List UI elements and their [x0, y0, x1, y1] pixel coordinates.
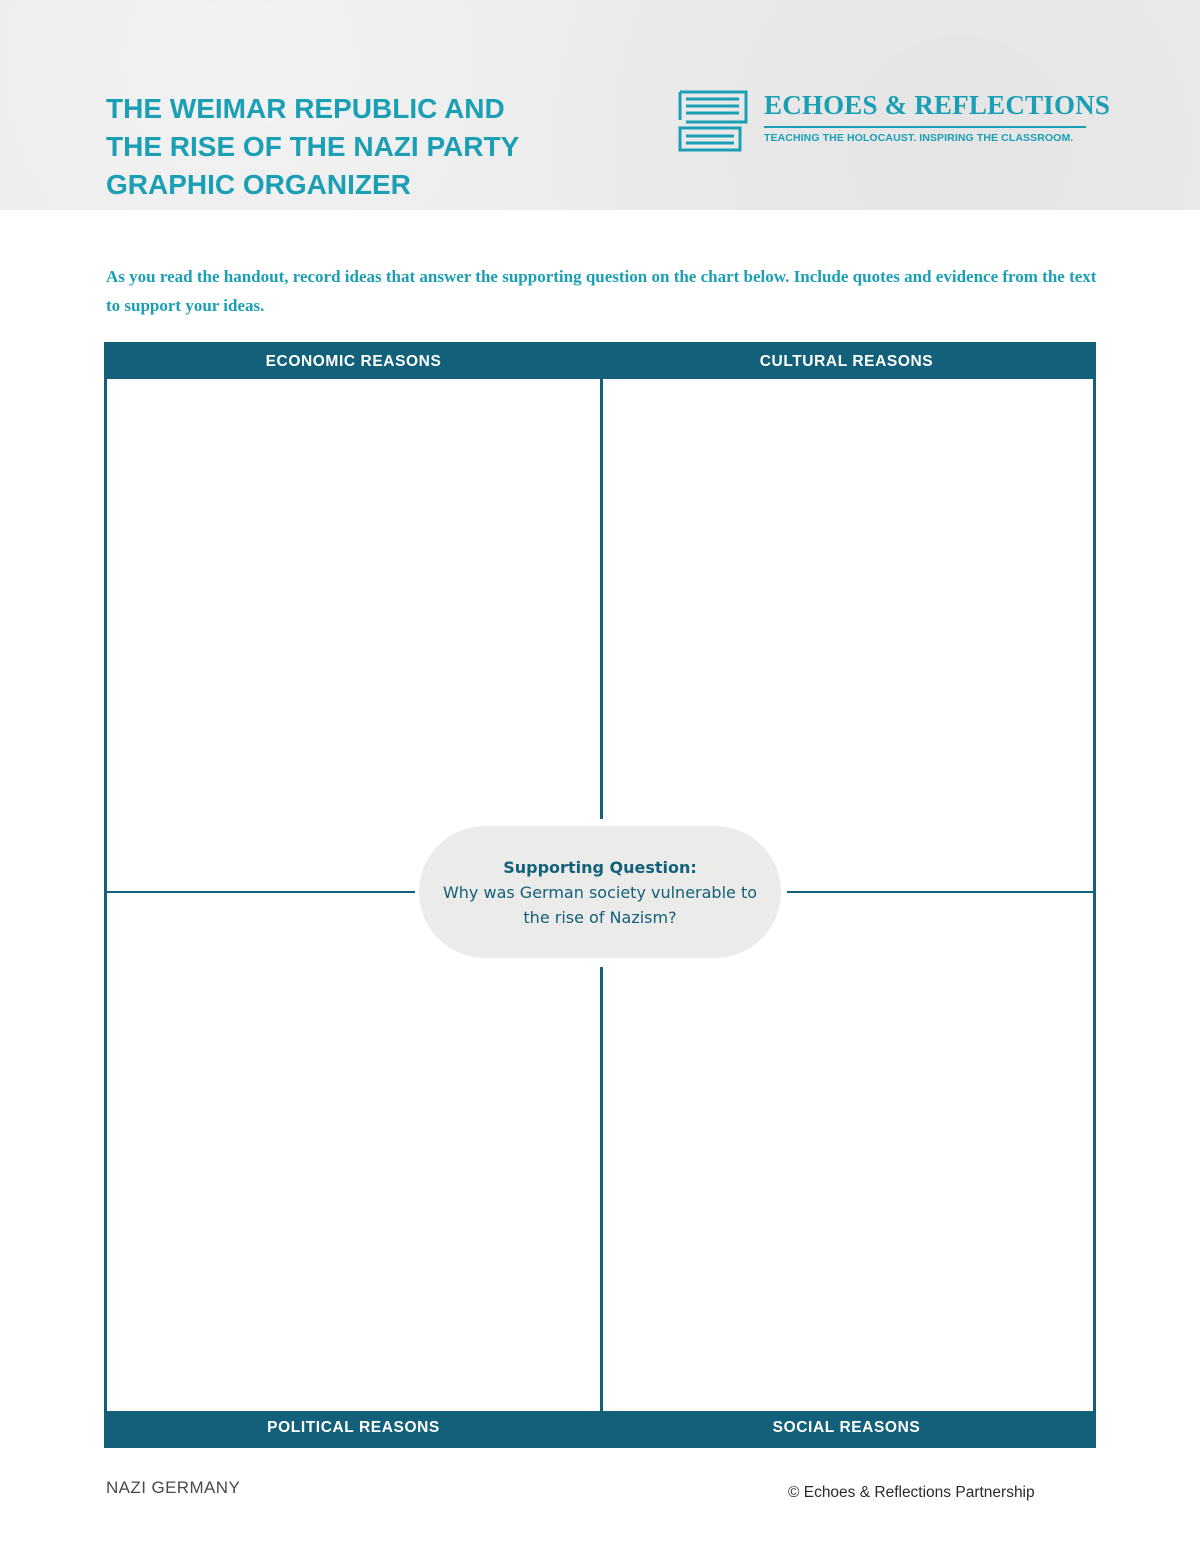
header-band [0, 0, 1200, 210]
title-line-3: GRAPHIC ORGANIZER [106, 169, 411, 200]
bottom-header-band [107, 1411, 1093, 1445]
title-line-1: THE WEIMAR REPUBLIC AND [106, 93, 505, 124]
supporting-question-bubble [419, 826, 781, 958]
supporting-question-label: Supporting Question: [503, 857, 697, 877]
logo-tagline: TEACHING THE HOLOCAUST. INSPIRING THE CLASSROOM. [764, 132, 1074, 144]
economic-reasons-label: ECONOMIC REASONS [265, 353, 442, 370]
title-line-2: THE RISE OF THE NAZI PARTY [106, 131, 520, 162]
logo-name: ECHOES & REFLECTIONS [764, 90, 1111, 120]
footer-copyright: © Echoes & Reflections Partnership [788, 1484, 1035, 1501]
graphic-organizer [104, 342, 1096, 1448]
vertical-divider-top [600, 379, 603, 819]
horizontal-divider-left [107, 891, 415, 893]
horizontal-divider-right [787, 891, 1093, 893]
supporting-question-text: Why was German society vulnerable to the rise of Nazism? [442, 882, 758, 927]
instructions-text: As you read the handout, record ideas that answer the supporting question on the chart below. Include quotes and evidence from the text to support your ideas. [106, 267, 1097, 315]
logo-divider [764, 126, 1086, 128]
stacked-lines-logo-icon [678, 88, 748, 152]
cultural-reasons-label: CULTURAL REASONS [759, 353, 934, 370]
vertical-divider-bottom [600, 967, 603, 1414]
social-reasons-label: SOCIAL REASONS [772, 1419, 921, 1436]
top-header-band [107, 345, 1093, 379]
footer-unit-name: NAZI GERMANY [106, 1478, 241, 1497]
echoes-reflections-logo [678, 88, 1111, 158]
document-title [106, 90, 519, 204]
political-reasons-label: POLITICAL REASONS [267, 1419, 440, 1436]
